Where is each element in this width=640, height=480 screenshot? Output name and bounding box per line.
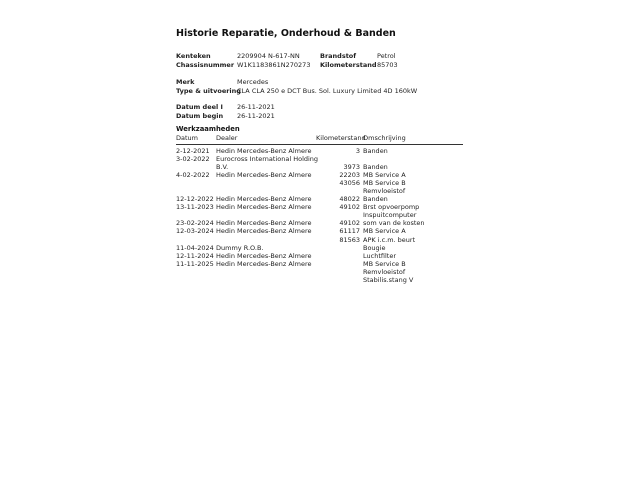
cell-kilometerstand: 61117	[339, 227, 360, 236]
type-label: Type & uitvoering	[176, 86, 241, 95]
werkzaamheden-table	[176, 135, 463, 284]
table-row	[176, 195, 463, 203]
table-row	[176, 252, 463, 260]
cell-datum: 12-11-2024	[176, 251, 214, 260]
table-row	[176, 187, 463, 195]
table-row	[176, 236, 463, 244]
table-row	[176, 211, 463, 219]
cell-kilometerstand: 49102	[339, 203, 360, 212]
cell-datum: 3-02-2022	[176, 154, 210, 163]
cell-datum	[176, 179, 206, 187]
cell-omschrijving: Luchtfilter	[363, 251, 396, 260]
cell-dealer	[216, 276, 316, 284]
cell-omschrijving: Banden	[363, 146, 388, 155]
info-row-datum-begin	[176, 112, 320, 121]
cell-kilometerstand: 22203	[339, 170, 360, 179]
table-row	[176, 219, 463, 227]
type-value: CLA CLA 250 e DCT Bus. Sol. Luxury Limited 4D 160kW	[237, 86, 418, 95]
werkzaamheden-table-header	[176, 135, 463, 145]
cell-dealer	[216, 236, 316, 244]
cell-kilometerstand	[316, 276, 360, 284]
column-header-datum: Datum	[176, 134, 198, 142]
cell-kilometerstand: 3973	[343, 162, 360, 171]
kenteken-value: 2209904 N-617-NN	[237, 52, 300, 60]
cell-datum: 13-11-2023	[176, 203, 214, 212]
cell-dealer: Dummy R.O.B.	[216, 243, 264, 252]
cell-datum: 12-12-2022	[176, 195, 214, 204]
vehicle-identification-section	[176, 52, 398, 69]
cell-dealer	[216, 211, 316, 219]
cell-kilometerstand: 49102	[339, 219, 360, 228]
brandstof-value: Petrol	[377, 52, 396, 60]
table-row	[176, 227, 463, 235]
cell-dealer: Hedin Mercedes-Benz Almere	[216, 203, 312, 212]
cell-dealer: Hedin Mercedes-Benz Almere	[216, 227, 312, 236]
vehicle-type-section	[176, 78, 418, 95]
cell-datum: 11-04-2024	[176, 243, 214, 252]
cell-dealer: Hedin Mercedes-Benz Almere	[216, 195, 312, 204]
cell-dealer: Hedin Mercedes-Benz Almere	[216, 146, 312, 155]
table-row	[176, 179, 463, 187]
cell-omschrijving: Bougie	[363, 243, 386, 252]
cell-dealer	[216, 187, 316, 195]
chassisnummer-value: W1K1183861N270273	[237, 60, 311, 69]
cell-dealer	[216, 268, 316, 276]
table-row	[176, 203, 463, 211]
chassisnummer-label: Chassisnummer	[176, 60, 235, 69]
cell-omschrijving: APK i.c.m. beurt	[363, 235, 416, 244]
cell-datum: 11-11-2025	[176, 259, 214, 268]
cell-dealer: Hedin Mercedes-Benz Almere	[216, 170, 312, 179]
cell-datum	[176, 276, 206, 284]
table-row	[176, 276, 463, 284]
cell-dealer: Eurocross International Holding	[216, 154, 319, 163]
cell-datum	[176, 163, 206, 171]
datum-begin-value: 26-11-2021	[237, 111, 275, 120]
cell-kilometerstand	[316, 252, 360, 260]
column-header-kilometerstand: Kilometerstand	[316, 134, 366, 142]
cell-omschrijving: som van de kosten	[363, 219, 425, 228]
cell-kilometerstand: 81563	[339, 235, 360, 244]
cell-datum	[176, 268, 206, 276]
kilometerstand-value: 85703	[377, 60, 398, 69]
brandstof-label: Brandstof	[320, 52, 357, 60]
merk-value: Mercedes	[237, 78, 269, 86]
cell-kilometerstand	[316, 268, 360, 276]
cell-kilometerstand	[316, 155, 360, 163]
cell-dealer: Hedin Mercedes-Benz Almere	[216, 219, 312, 228]
column-header-omschrijving: Omschrijving	[363, 134, 406, 142]
werkzaamheden-heading: Werkzaamheden	[176, 125, 240, 133]
cell-datum: 2-12-2021	[176, 146, 210, 155]
cell-kilometerstand	[316, 244, 360, 252]
info-row-datum-deel	[176, 103, 320, 112]
table-row	[176, 163, 463, 171]
cell-omschrijving: Remvloeistof	[363, 267, 406, 276]
table-row	[176, 171, 463, 179]
cell-omschrijving: MB Service A	[363, 170, 406, 179]
cell-omschrijving: Stabilis.stang V	[363, 276, 414, 284]
table-row	[176, 244, 463, 252]
cell-omschrijving	[363, 155, 463, 163]
cell-kilometerstand	[316, 187, 360, 195]
cell-dealer	[216, 179, 316, 187]
cell-dealer: B.V.	[216, 162, 229, 171]
cell-kilometerstand: 48022	[339, 195, 360, 204]
cell-kilometerstand	[316, 211, 360, 219]
cell-omschrijving: Brst opvoerpomp	[363, 203, 420, 212]
page-title: Historie Reparatie, Onderhoud & Banden	[176, 28, 396, 39]
datum-begin-label: Datum begin	[176, 111, 224, 120]
info-row-merk	[176, 78, 320, 87]
cell-omschrijving: Banden	[363, 195, 388, 204]
cell-dealer: Hedin Mercedes-Benz Almere	[216, 251, 312, 260]
cell-datum	[176, 236, 206, 244]
registration-dates-section	[176, 103, 320, 120]
cell-datum	[176, 187, 206, 195]
table-row	[176, 268, 463, 276]
kenteken-label: Kenteken	[176, 52, 211, 60]
info-row-type	[176, 86, 418, 96]
cell-datum: 12-03-2024	[176, 227, 214, 236]
info-row-kenteken	[176, 52, 398, 61]
cell-datum: 23-02-2024	[176, 219, 214, 228]
datum-deel-label: Datum deel I	[176, 103, 223, 111]
cell-kilometerstand: 3	[355, 146, 360, 155]
cell-kilometerstand	[316, 260, 360, 268]
kilometerstand-label: Kilometerstand	[320, 60, 377, 69]
cell-omschrijving: Banden	[363, 162, 388, 171]
cell-omschrijving: MB Service B	[363, 178, 406, 187]
cell-datum	[176, 211, 206, 219]
datum-deel-value: 26-11-2021	[237, 103, 275, 111]
merk-label: Merk	[176, 78, 195, 86]
table-row	[176, 147, 463, 155]
table-row	[176, 260, 463, 268]
werkzaamheden-rows	[176, 145, 463, 285]
cell-omschrijving: MB Service B	[363, 259, 406, 268]
info-row-chassisnummer	[176, 61, 398, 70]
cell-omschrijving: Remvloeistof	[363, 186, 406, 195]
cell-kilometerstand: 43056	[339, 178, 360, 187]
cell-omschrijving: MB Service A	[363, 227, 406, 236]
table-row	[176, 155, 463, 163]
cell-datum: 4-02-2022	[176, 170, 210, 179]
cell-dealer: Hedin Mercedes-Benz Almere	[216, 259, 312, 268]
column-header-dealer: Dealer	[216, 134, 238, 142]
cell-omschrijving: Inspuitcomputer	[363, 211, 417, 220]
